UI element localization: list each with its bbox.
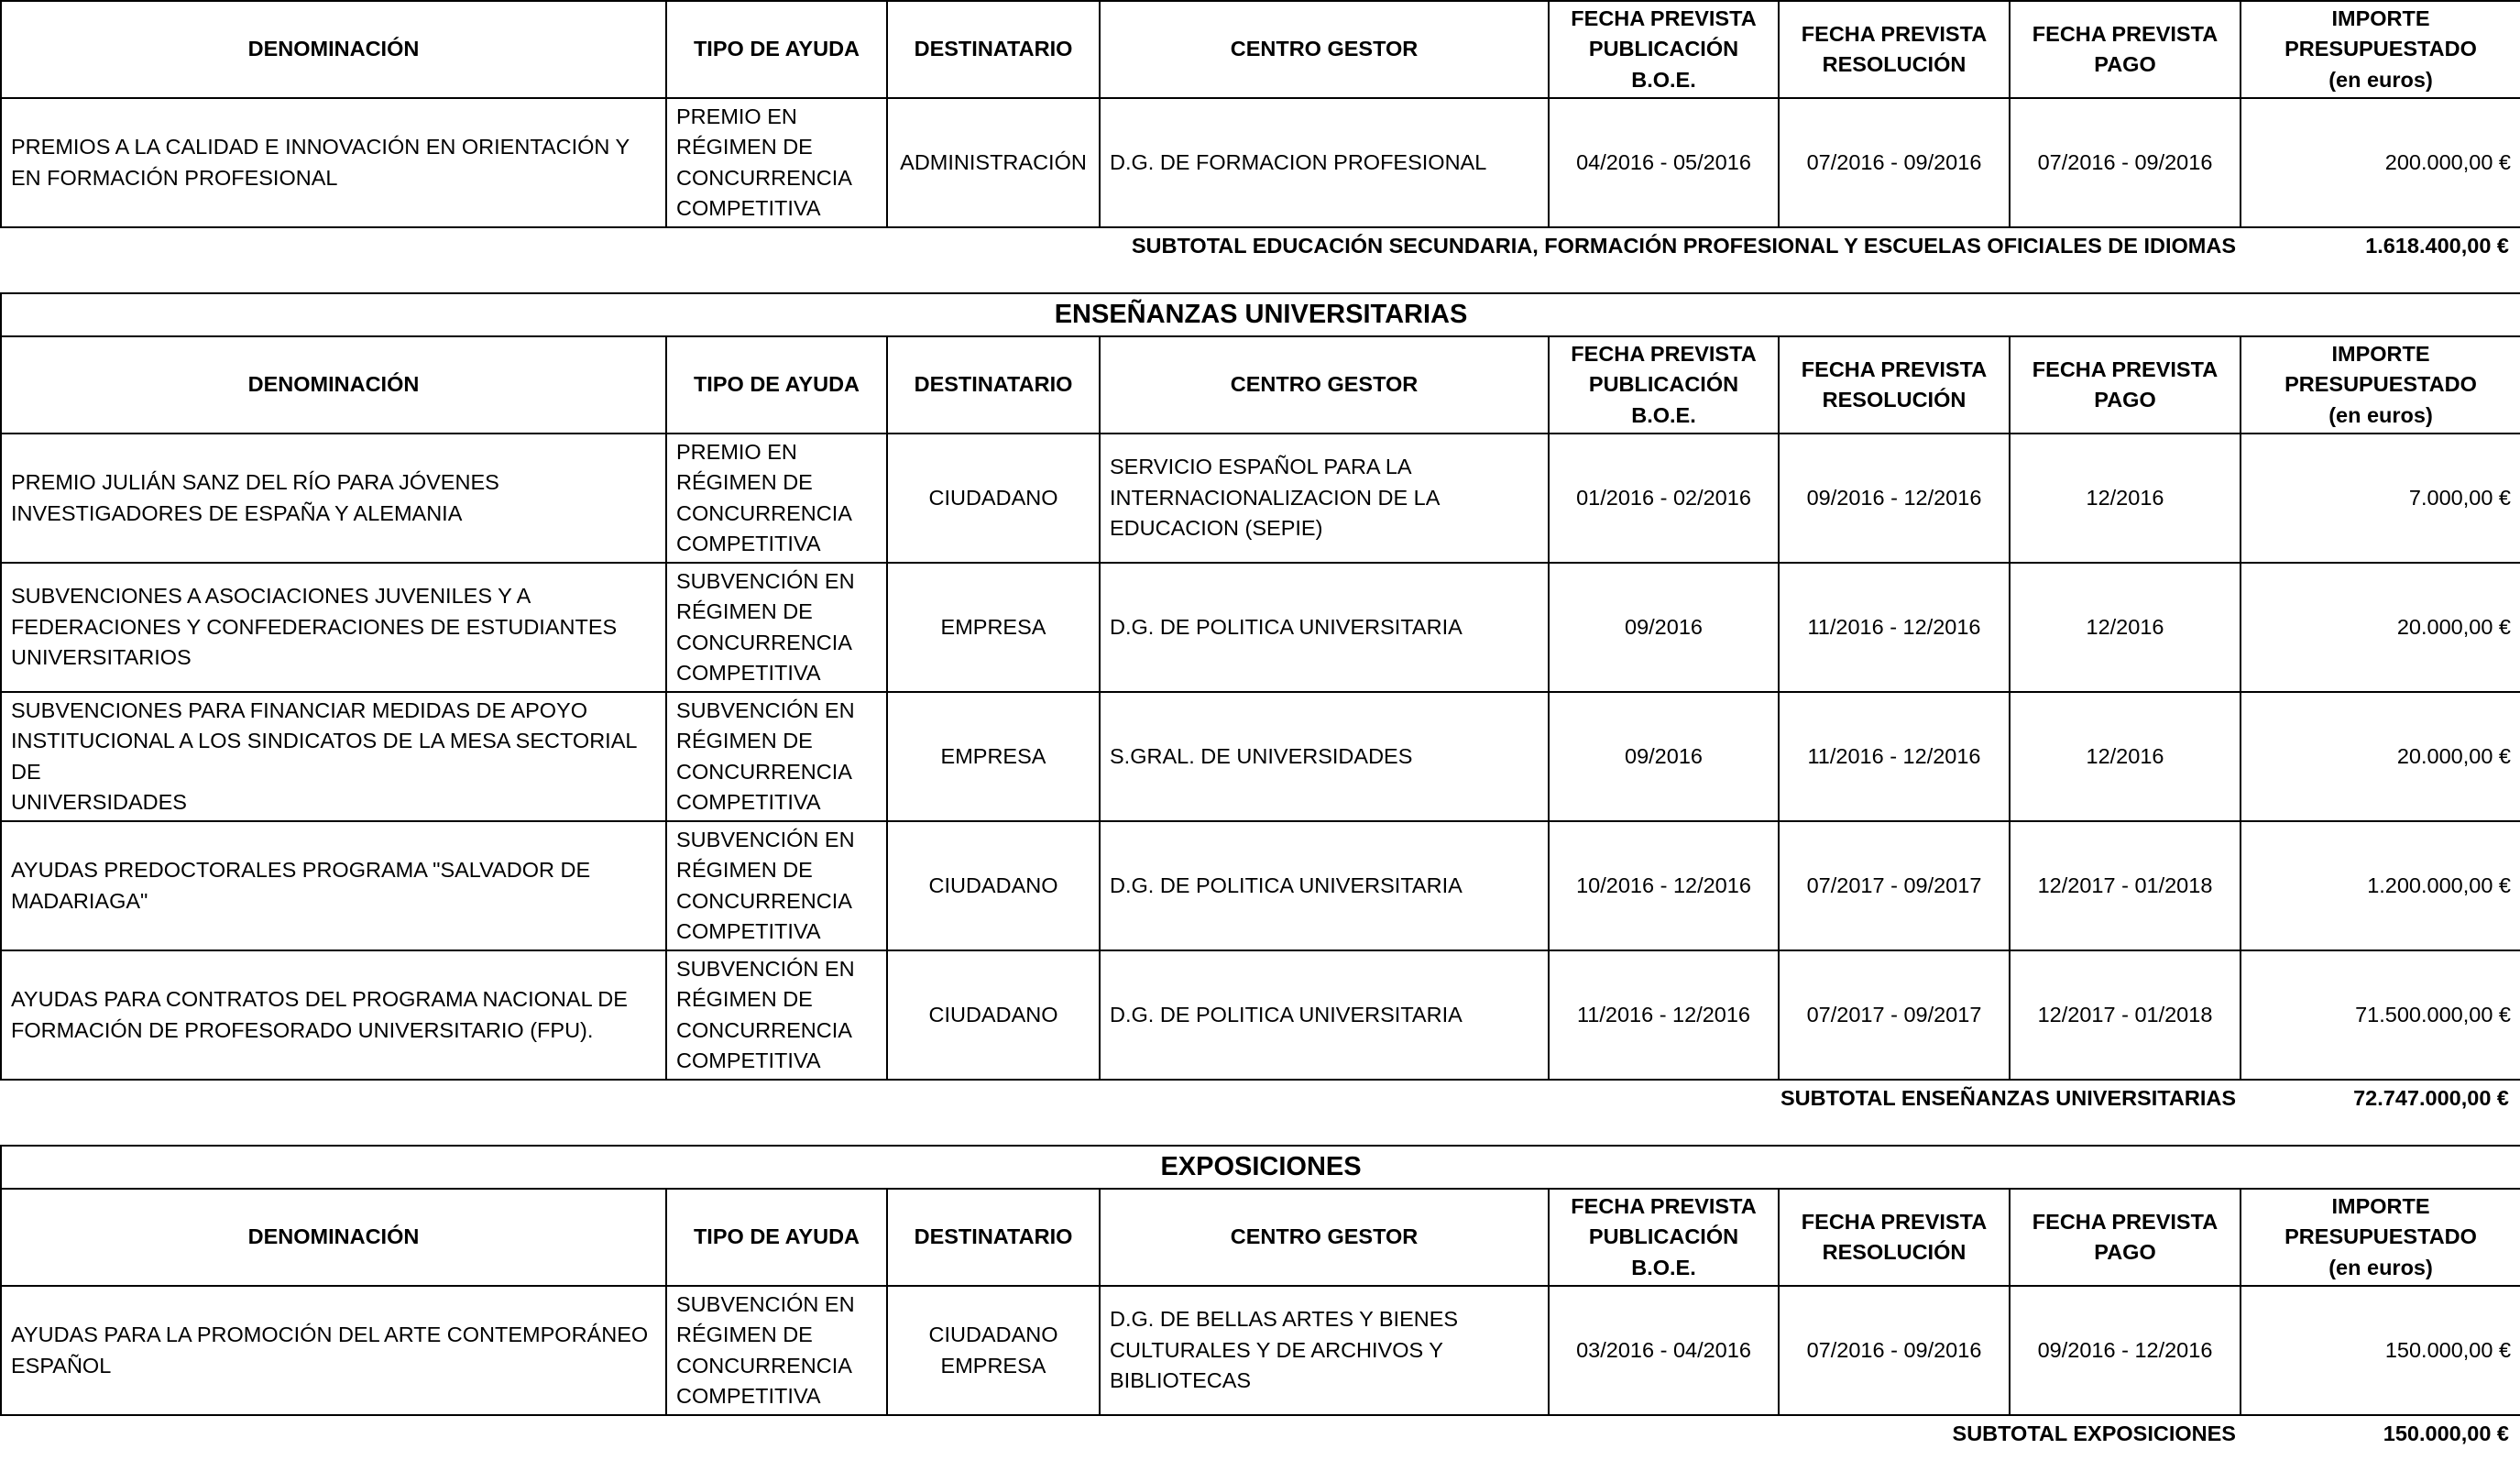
cell-importe: 20.000,00 € (2241, 563, 2520, 692)
cell-importe: 20.000,00 € (2241, 692, 2520, 821)
header-centro-gestor: CENTRO GESTOR (1100, 336, 1549, 434)
header-destinatario: DESTINATARIO (887, 1189, 1100, 1286)
cell-centro-gestor: D.G. DE POLITICA UNIVERSITARIA (1100, 950, 1549, 1080)
cell-destinatario: CIUDADANO (887, 950, 1100, 1080)
cell-importe: 1.200.000,00 € (2241, 821, 2520, 950)
cell-denominacion: PREMIO JULIÁN SANZ DEL RÍO PARA JÓVENES INVESTIGADORES DE ESPAÑA Y ALEMANIA (1, 434, 666, 563)
cell-centro-gestor: D.G. DE POLITICA UNIVERSITARIA (1100, 563, 1549, 692)
subtotal-amount: 72.747.000,00 € (2353, 1085, 2509, 1110)
subtotal-row (0, 1081, 2520, 1115)
cell-destinatario: CIUDADANO (887, 821, 1100, 950)
cell-tipo-de-ayuda: PREMIO EN RÉGIMEN DE CONCURRENCIA COMPETITIVA (666, 434, 887, 563)
table-row (1, 434, 2520, 563)
cell-importe: 200.000,00 € (2241, 98, 2520, 227)
subtotal-row (0, 228, 2520, 263)
section-gap (0, 263, 2520, 292)
cell-centro-gestor: SERVICIO ESPAÑOL PARA LA INTERNACIONALIZACION DE LA EDUCACION (SEPIE) (1100, 434, 1549, 563)
header-fecha-publicacion: FECHA PREVISTA PUBLICACIÓN B.O.E. (1549, 336, 1779, 434)
header-fecha-publicacion: FECHA PREVISTA PUBLICACIÓN B.O.E. (1549, 1189, 1779, 1286)
cell-destinatario: EMPRESA (887, 563, 1100, 692)
cell-tipo-de-ayuda: SUBVENCIÓN EN RÉGIMEN DE CONCURRENCIA COMPETITIVA (666, 1286, 887, 1415)
cell-fecha-publicacion: 09/2016 (1549, 563, 1779, 692)
cell-fecha-pago: 12/2016 (2010, 563, 2241, 692)
cell-fecha-resolucion: 11/2016 - 12/2016 (1779, 692, 2010, 821)
cell-tipo-de-ayuda: SUBVENCIÓN EN RÉGIMEN DE CONCURRENCIA COMPETITIVA (666, 950, 887, 1080)
header-fecha-pago: FECHA PREVISTA PAGO (2010, 1, 2241, 98)
cell-tipo-de-ayuda: SUBVENCIÓN EN RÉGIMEN DE CONCURRENCIA COMPETITIVA (666, 563, 887, 692)
subtotal-label: SUBTOTAL ENSEÑANZAS UNIVERSITARIAS (1780, 1085, 2236, 1110)
cell-importe: 150.000,00 € (2241, 1286, 2520, 1415)
cell-importe: 7.000,00 € (2241, 434, 2520, 563)
cell-importe: 71.500.000,00 € (2241, 950, 2520, 1080)
header-destinatario: DESTINATARIO (887, 336, 1100, 434)
header-tipo-de-ayuda: TIPO DE AYUDA (666, 1189, 887, 1286)
cell-centro-gestor: S.GRAL. DE UNIVERSIDADES (1100, 692, 1549, 821)
header-denominacion: DENOMINACIÓN (1, 1189, 666, 1286)
header-centro-gestor: CENTRO GESTOR (1100, 1189, 1549, 1286)
cell-fecha-pago: 09/2016 - 12/2016 (2010, 1286, 2241, 1415)
section-table (0, 292, 2520, 1081)
cell-fecha-pago: 12/2017 - 01/2018 (2010, 950, 2241, 1080)
cell-fecha-publicacion: 04/2016 - 05/2016 (1549, 98, 1779, 227)
subtotal-row (0, 1416, 2520, 1451)
header-importe: IMPORTE PRESUPUESTADO (en euros) (2241, 1, 2520, 98)
cell-fecha-pago: 12/2017 - 01/2018 (2010, 821, 2241, 950)
header-importe: IMPORTE PRESUPUESTADO (en euros) (2241, 336, 2520, 434)
section-title: EXPOSICIONES (1, 1146, 2520, 1189)
cell-denominacion: AYUDAS PARA LA PROMOCIÓN DEL ARTE CONTEMPORÁNEO ESPAÑOL (1, 1286, 666, 1415)
subtotal-amount: 150.000,00 € (2383, 1421, 2509, 1445)
cell-tipo-de-ayuda: PREMIO EN RÉGIMEN DE CONCURRENCIA COMPETITIVA (666, 98, 887, 227)
header-importe: IMPORTE PRESUPUESTADO (en euros) (2241, 1189, 2520, 1286)
header-denominacion: DENOMINACIÓN (1, 336, 666, 434)
cell-denominacion: AYUDAS PREDOCTORALES PROGRAMA "SALVADOR DE MADARIAGA" (1, 821, 666, 950)
subtotal-label: SUBTOTAL EXPOSICIONES (1952, 1421, 2236, 1445)
cell-centro-gestor: D.G. DE POLITICA UNIVERSITARIA (1100, 821, 1549, 950)
section-table (0, 1145, 2520, 1416)
section-title: ENSEÑANZAS UNIVERSITARIAS (1, 293, 2520, 336)
table-row (1, 692, 2520, 821)
cell-fecha-pago: 12/2016 (2010, 692, 2241, 821)
header-row (1, 1, 2520, 98)
table-row (1, 1286, 2520, 1415)
header-tipo-de-ayuda: TIPO DE AYUDA (666, 336, 887, 434)
cell-destinatario: EMPRESA (887, 692, 1100, 821)
cell-fecha-pago: 12/2016 (2010, 434, 2241, 563)
cell-fecha-resolucion: 07/2016 - 09/2016 (1779, 98, 2010, 227)
subtotal-amount: 1.618.400,00 € (2365, 233, 2509, 258)
cell-denominacion: SUBVENCIONES PARA FINANCIAR MEDIDAS DE APOYO INSTITUCIONAL A LOS SINDICATOS DE LA MESA SECTORIAL DE UNIVERSIDADES (1, 692, 666, 821)
header-fecha-publicacion: FECHA PREVISTA PUBLICACIÓN B.O.E. (1549, 1, 1779, 98)
cell-destinatario: CIUDADANO (887, 434, 1100, 563)
table-row (1, 563, 2520, 692)
header-row (1, 336, 2520, 434)
header-denominacion: DENOMINACIÓN (1, 1, 666, 98)
cell-fecha-publicacion: 03/2016 - 04/2016 (1549, 1286, 1779, 1415)
header-row (1, 1189, 2520, 1286)
cell-fecha-resolucion: 09/2016 - 12/2016 (1779, 434, 2010, 563)
table-row (1, 950, 2520, 1080)
cell-fecha-publicacion: 11/2016 - 12/2016 (1549, 950, 1779, 1080)
cell-fecha-publicacion: 10/2016 - 12/2016 (1549, 821, 1779, 950)
header-fecha-resolucion: FECHA PREVISTA RESOLUCIÓN (1779, 336, 2010, 434)
cell-denominacion: AYUDAS PARA CONTRATOS DEL PROGRAMA NACIONAL DE FORMACIÓN DE PROFESORADO UNIVERSITARIO (FPU). (1, 950, 666, 1080)
cell-destinatario: ADMINISTRACIÓN (887, 98, 1100, 227)
cell-denominacion: SUBVENCIONES A ASOCIACIONES JUVENILES Y A FEDERACIONES Y CONFEDERACIONES DE ESTUDIANTES UNIVERSITARIOS (1, 563, 666, 692)
cell-fecha-resolucion: 07/2017 - 09/2017 (1779, 821, 2010, 950)
cell-tipo-de-ayuda: SUBVENCIÓN EN RÉGIMEN DE CONCURRENCIA COMPETITIVA (666, 821, 887, 950)
cell-tipo-de-ayuda: SUBVENCIÓN EN RÉGIMEN DE CONCURRENCIA COMPETITIVA (666, 692, 887, 821)
header-fecha-resolucion: FECHA PREVISTA RESOLUCIÓN (1779, 1, 2010, 98)
table-row (1, 821, 2520, 950)
subtotal-label: SUBTOTAL EDUCACIÓN SECUNDARIA, FORMACIÓN PROFESIONAL Y ESCUELAS OFICIALES DE IDIOMAS (1131, 233, 2236, 258)
header-fecha-resolucion: FECHA PREVISTA RESOLUCIÓN (1779, 1189, 2010, 1286)
cell-fecha-resolucion: 07/2017 - 09/2017 (1779, 950, 2010, 1080)
header-destinatario: DESTINATARIO (887, 1, 1100, 98)
cell-centro-gestor: D.G. DE FORMACION PROFESIONAL (1100, 98, 1549, 227)
cell-fecha-publicacion: 01/2016 - 02/2016 (1549, 434, 1779, 563)
header-tipo-de-ayuda: TIPO DE AYUDA (666, 1, 887, 98)
cell-fecha-resolucion: 11/2016 - 12/2016 (1779, 563, 2010, 692)
header-fecha-pago: FECHA PREVISTA PAGO (2010, 336, 2241, 434)
section-gap (0, 1115, 2520, 1145)
cell-denominacion: PREMIOS A LA CALIDAD E INNOVACIÓN EN ORIENTACIÓN Y EN FORMACIÓN PROFESIONAL (1, 98, 666, 227)
header-centro-gestor: CENTRO GESTOR (1100, 1, 1549, 98)
table-row (1, 98, 2520, 227)
cell-destinatario: CIUDADANO EMPRESA (887, 1286, 1100, 1415)
section-table (0, 0, 2520, 228)
cell-fecha-resolucion: 07/2016 - 09/2016 (1779, 1286, 2010, 1415)
header-fecha-pago: FECHA PREVISTA PAGO (2010, 1189, 2241, 1286)
cell-fecha-publicacion: 09/2016 (1549, 692, 1779, 821)
cell-centro-gestor: D.G. DE BELLAS ARTES Y BIENES CULTURALES Y DE ARCHIVOS Y BIBLIOTECAS (1100, 1286, 1549, 1415)
cell-fecha-pago: 07/2016 - 09/2016 (2010, 98, 2241, 227)
